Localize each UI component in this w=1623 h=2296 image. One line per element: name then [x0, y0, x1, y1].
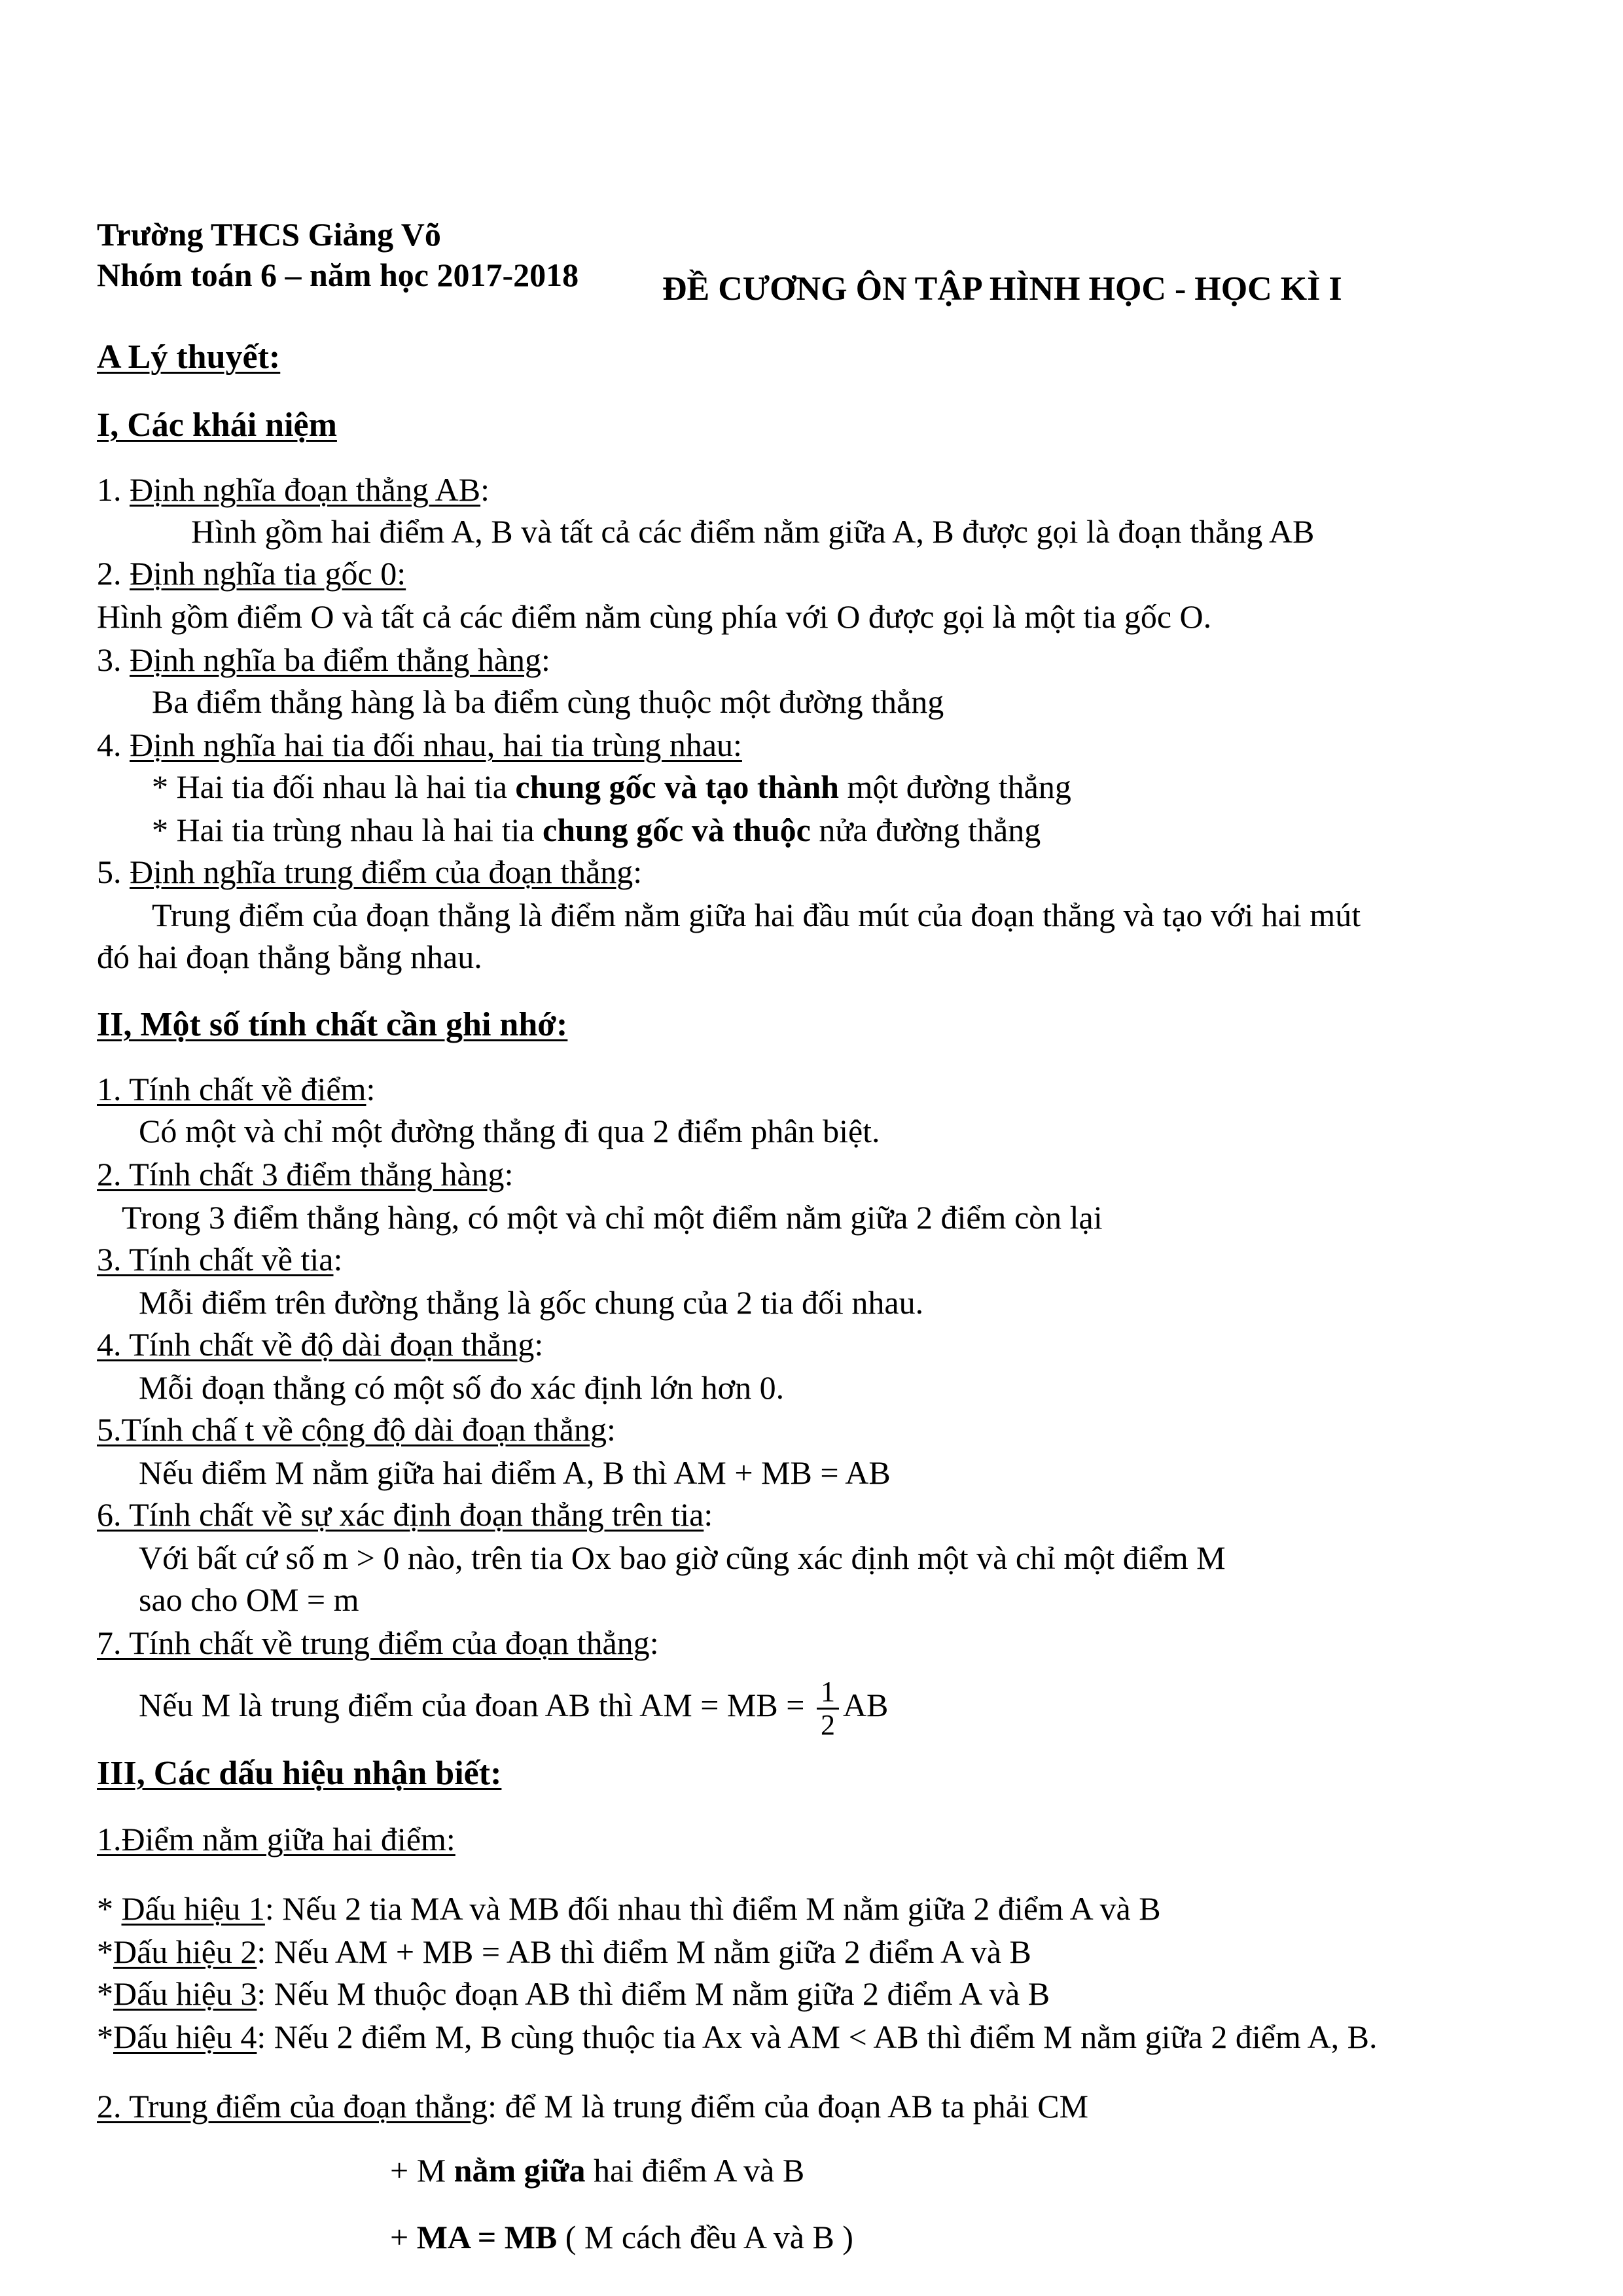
section-ii-heading: II, Một số tính chất cần ghi nhớ: [97, 1006, 568, 1043]
section-i-heading: I, Các khái niệm [97, 406, 337, 444]
property-1-title: 1. Tính chất về điểm: [97, 1071, 376, 1107]
property-6-text-1: Với bất cứ số m > 0 nào, trên tia Ox bao giờ cũng xác định một và chỉ một điểm M [139, 1539, 1226, 1576]
definition-3-text: Ba điểm thẳng hàng là ba điểm cùng thuộc một đường thẳng [152, 683, 944, 720]
property-4-title: 4. Tính chất về độ dài đoạn thẳng: [97, 1326, 544, 1363]
definition-5-title: 5. Định nghĩa trung điểm của đoạn thẳng: [97, 853, 643, 890]
property-3-text: Mỗi điểm trên đường thẳng là gốc chung của 2 tia đối nhau. [139, 1284, 924, 1321]
midpoint-condition-2: + MA = MB ( M cách đều A và B ) [390, 2219, 853, 2255]
section-a-heading: A Lý thuyết: [97, 338, 281, 376]
property-3-title: 3. Tính chất về tia: [97, 1241, 343, 1278]
definition-4-item-b: * Hai tia trùng nhau là hai tia chung gốc và thuộc nửa đường thẳng [152, 812, 1041, 848]
sign-4: *Dấu hiệu 4: Nếu 2 điểm M, B cùng thuộc tia Ax và AM < AB thì điểm M nằm giữa 2 điểm A, B. [97, 2018, 1378, 2055]
school-name: Trường THCS Giảng Võ [97, 216, 441, 253]
sign-1: * Dấu hiệu 1: Nếu 2 tia MA và MB đối nhau thì điểm M nằm giữa 2 điểm A và B [97, 1890, 1161, 1927]
property-1-text: Có một và chỉ một đường thẳng đi qua 2 điểm phân biệt. [139, 1113, 880, 1149]
definition-1-title: 1. Định nghĩa đoạn thẳng AB: [97, 471, 490, 508]
property-5-title: 5.Tính chấ t về cộng độ dài đoạn thẳng: [97, 1411, 616, 1448]
subsection-midpoint: 2. Trung điểm của đoạn thẳng: để M là trung điểm của đoạn AB ta phải CM [97, 2088, 1089, 2125]
definition-3-title: 3. Định nghĩa ba điểm thẳng hàng: [97, 641, 550, 678]
property-2-title: 2. Tính chất 3 điểm thẳng hàng: [97, 1156, 514, 1193]
property-7-title: 7. Tính chất về trung điểm của đoạn thẳng: [97, 1624, 659, 1661]
property-7-text: Nếu M là trung điểm của đoan AB thì AM = MB = $\frac{1}{2}$ AB [139, 1676, 889, 1742]
definition-2-title: 2. Định nghĩa tia gốc 0: [97, 555, 406, 592]
property-6-title: 6. Tính chất về sự xác định đoạn thẳng trên tia: [97, 1496, 713, 1533]
definition-4-title: 4. Định nghĩa hai tia đối nhau, hai tia trùng nhau: [97, 726, 742, 763]
definition-2-text: Hình gồm điểm O và tất cả các điểm nằm cùng phía với O được gọi là một tia gốc O. [97, 598, 1212, 635]
definition-4-item-a: * Hai tia đối nhau là hai tia chung gốc và tạo thành một đường thẳng [152, 768, 1071, 805]
sign-3: *Dấu hiệu 3: Nếu M thuộc đoạn AB thì điểm M nằm giữa 2 điểm A và B [97, 1975, 1050, 2012]
sign-2: *Dấu hiệu 2: Nếu AM + MB = AB thì điểm M nằm giữa 2 điểm A và B [97, 1933, 1031, 1970]
document-title: ĐỀ CƯƠNG ÔN TẬP HÌNH HỌC - HỌC KÌ I [662, 270, 1342, 308]
definition-1-text: Hình gồm hai điểm A, B và tất cả các điểm nằm giữa A, B được gọi là đoạn thẳng AB [191, 513, 1315, 550]
section-iii-heading: III, Các dấu hiệu nhận biết: [97, 1755, 502, 1792]
property-4-text: Mỗi đoạn thẳng có một số đo xác định lớn hơn 0. [139, 1369, 785, 1406]
definition-5-text-2: đó hai đoạn thẳng bằng nhau. [97, 939, 482, 975]
midpoint-condition-1: + M nằm giữa hai điểm A và B [390, 2152, 805, 2189]
property-6-text-2: sao cho OM = m [139, 1581, 359, 1618]
subsection-point-between: 1.Điểm nằm giữa hai điểm: [97, 1821, 455, 1857]
definition-5-text-1: Trung điểm của đoạn thẳng là điểm nằm giữa hai đầu mút của đoạn thẳng và tạo với hai mút [152, 897, 1361, 933]
one-half-fraction: $\frac{1}{2}$ [817, 1676, 839, 1741]
property-5-text: Nếu điểm M nằm giữa hai điểm A, B thì AM + MB = AB [139, 1454, 891, 1491]
group-year: Nhóm toán 6 – năm học 2017-2018 [97, 257, 579, 293]
property-2-text: Trong 3 điểm thẳng hàng, có một và chỉ một điểm nằm giữa 2 điểm còn lại [122, 1199, 1103, 1236]
